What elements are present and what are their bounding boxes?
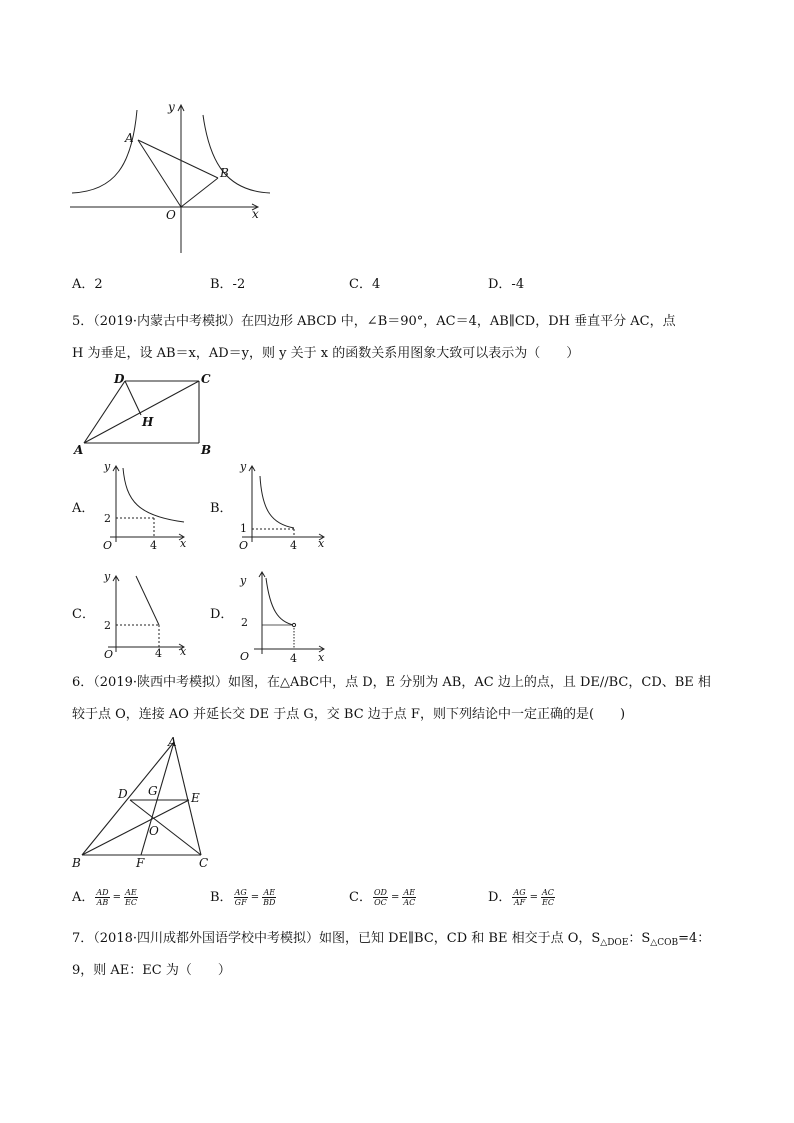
q4-option-d[interactable]: D．-4 bbox=[488, 277, 525, 292]
label-G: G bbox=[148, 784, 158, 798]
label-H: H bbox=[142, 415, 154, 429]
label-x: x bbox=[252, 207, 259, 221]
label-A: A bbox=[125, 131, 134, 145]
label-F: F bbox=[136, 856, 145, 870]
graph-a-x-tick: 4 bbox=[150, 539, 157, 552]
q7-stem-line2: 9，则 AE：EC 为（ ） bbox=[72, 963, 231, 978]
q4-option-b[interactable]: B．-2 bbox=[210, 277, 246, 292]
graph-d-x-tick: 4 bbox=[290, 652, 297, 664]
q5-option-b-letter[interactable]: B． bbox=[210, 501, 233, 516]
graph-d-origin: O bbox=[240, 650, 250, 663]
label-O: O bbox=[149, 824, 159, 838]
graph-c-x-label: x bbox=[180, 645, 187, 658]
graph-a-origin: O bbox=[103, 539, 113, 552]
q6-stem-line2: 较于点 O，连接 AO 并延长交 DE 于点 G，交 BC 边于点 F，则下列结论中一定正确的是( ) bbox=[72, 707, 626, 722]
q4-option-c[interactable]: C．4 bbox=[349, 277, 381, 292]
q5-stem-line2: H 为垂足，设 AB＝x，AD＝y，则 y 关于 x 的函数关系用图象大致可以表示为（ ） bbox=[72, 346, 580, 361]
label-B: B bbox=[72, 856, 81, 870]
graph-c-y-label: y bbox=[104, 570, 111, 583]
label-D: D bbox=[118, 787, 128, 801]
label-C: C bbox=[199, 856, 209, 870]
graph-a-y-label: y bbox=[104, 460, 111, 473]
q4-option-a[interactable]: A．2 bbox=[72, 277, 103, 292]
q5-option-a-letter[interactable]: A． bbox=[72, 501, 95, 516]
graph-c-x-tick: 4 bbox=[155, 647, 162, 660]
label-O: O bbox=[166, 208, 176, 222]
q6-option-d[interactable]: D． $\frac{AG}{AF}$ = $\frac{AC}{EC}$ bbox=[488, 888, 554, 907]
graph-d-y-tick: 2 bbox=[241, 616, 248, 629]
graph-c-origin: O bbox=[104, 648, 114, 660]
label-B: B bbox=[220, 166, 229, 180]
q4-figure bbox=[60, 95, 280, 260]
graph-a-y-tick: 2 bbox=[104, 512, 111, 525]
graph-b-y-label: y bbox=[240, 460, 247, 473]
q5-graph-d[interactable] bbox=[234, 564, 330, 664]
graph-b-origin: O bbox=[239, 539, 249, 552]
label-D: D bbox=[114, 372, 125, 386]
graph-b-y-tick: 1 bbox=[240, 522, 247, 535]
graph-b-x-label: x bbox=[318, 537, 325, 550]
graph-b-x-tick: 4 bbox=[290, 539, 297, 552]
label-E: E bbox=[191, 791, 200, 805]
graph-d-y-label: y bbox=[240, 574, 247, 587]
q5-graph-b[interactable] bbox=[234, 456, 330, 552]
hyperbola-left bbox=[72, 110, 137, 193]
q5-graph-c[interactable] bbox=[98, 564, 194, 660]
label-C: C bbox=[201, 372, 211, 386]
q6-option-c[interactable]: C． $\frac{OD}{OC}$ = $\frac{AE}{AC}$ bbox=[349, 888, 416, 907]
q7-stem-line1: 7．（2018·四川成都外国语学校中考模拟）如图，已知 DE∥BC，CD 和 BE 相交于点 O，$S_{\triangle DOE}$：$S_{\triangle COB}=4$： bbox=[72, 931, 711, 948]
label-A: A bbox=[168, 735, 177, 749]
q6-option-b[interactable]: B． $\frac{AG}{GF}$ = $\frac{AE}{BD}$ bbox=[210, 888, 276, 907]
q6-option-a[interactable]: A． $\frac{AD}{AB}$ = $\frac{AE}{EC}$ bbox=[72, 888, 137, 907]
label-B: B bbox=[201, 443, 212, 457]
q5-graph-a[interactable] bbox=[98, 456, 194, 552]
q6-stem-line1: 6．（2019·陕西中考模拟）如图，在△ABC中，点 D，E 分别为 AB，AC 边上的点，且 DE//BC，CD、BE 相 bbox=[72, 675, 711, 690]
label-y: y bbox=[168, 100, 175, 114]
segment-BO bbox=[181, 178, 218, 207]
q5-option-d-letter[interactable]: D． bbox=[210, 607, 234, 622]
q5-option-c-letter[interactable]: C． bbox=[72, 607, 95, 622]
graph-d-x-label: x bbox=[318, 651, 325, 664]
q5-stem-line1: 5．（2019·内蒙古中考模拟）在四边形 ABCD 中，∠B＝90°，AC＝4，AB∥CD，DH 垂直平分 AC，点 bbox=[72, 314, 676, 329]
graph-a-x-label: x bbox=[180, 537, 187, 550]
q6-figure bbox=[68, 730, 218, 875]
label-A: A bbox=[74, 443, 84, 457]
graph-c-y-tick: 2 bbox=[104, 619, 111, 632]
q5-figure bbox=[70, 370, 220, 458]
